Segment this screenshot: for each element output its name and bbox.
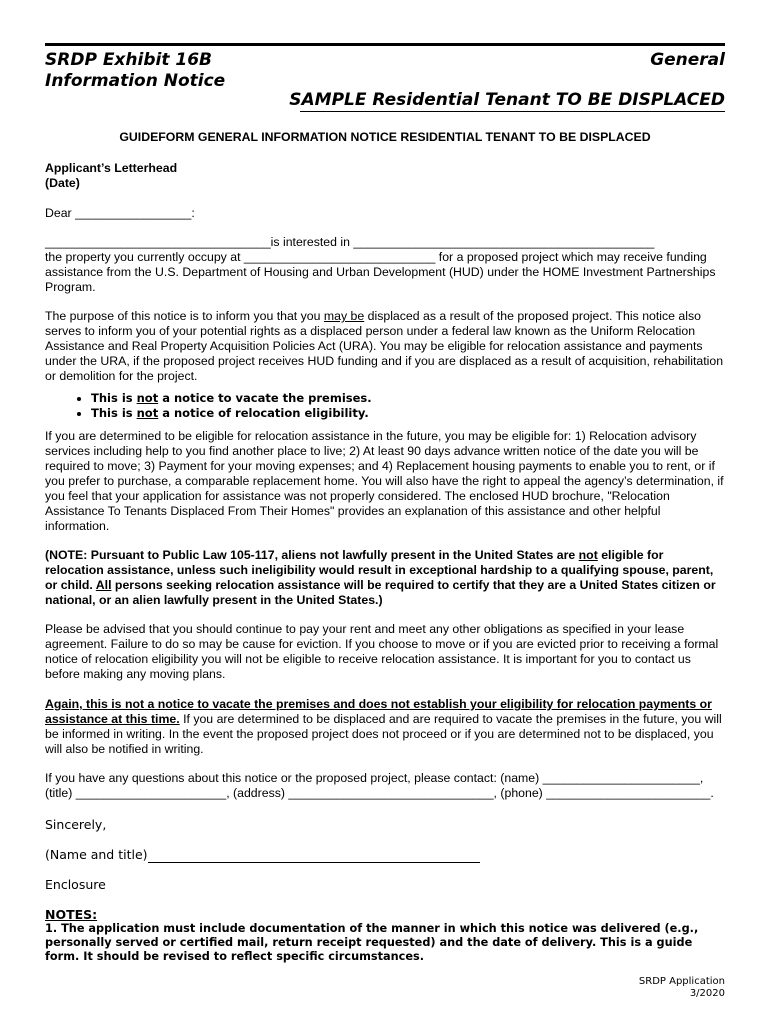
letterhead-block [45,161,725,191]
purpose-may-be: may be [323,309,365,323]
bullet-item: • This is not a notice to vacate the premises. [91,391,725,406]
intro-paragraph [45,235,725,295]
intro-line2: the property you currently occupy at ____________________________ for a proposed project which may receive funding assistance from the U.S. Department of Housing and Urban Development (HUD) under the HOME Investment Partnerships Program. [45,250,716,294]
purpose-text-2: displaced as a result of the proposed project. This notice also serves to inform you of your potential rights as a displaced person under a federal law known as the Uniform Relocation Assistance and Real Property Acquisition Policies Act (URA). You may be eligible for relocation assistance and payments under the URA, if the proposed project receives HUD funding and if you are displaced as a result of acquisition, rehabilitation or demolition for the project. [45,309,724,383]
exhibit-type: General [650,50,725,70]
exhibit-title-line2: Information Notice [45,71,226,91]
date: (Date) [45,176,80,190]
exhibit-title-line1: SRDP Exhibit 16B [45,50,212,70]
notes-heading: NOTES: [45,907,98,922]
document-title: GUIDEFORM GENERAL INFORMATION NOTICE RESIDENTIAL TENANT TO BE DISPLACED [119,130,651,144]
notes-section [45,907,725,964]
subtitle-rule [300,111,725,112]
enclosure: Enclosure [45,877,106,892]
note-paragraph: (NOTE: Pursuant to Public Law 105-117, aliens not lawfully present in the United States are not eligible for relocation assistance, unless such ineligibility would result in exceptional hardship to a qualifying spouse, parent, or child. All persons seeking relocation assistance will be required to certify that they are a United States citizen or national, or an alien lawfully present in the United States.) [45,548,716,607]
name-title-label: (Name and title) [45,847,148,862]
page-footer [639,976,725,1000]
sincerely: Sincerely, [45,817,107,832]
notes-body: 1. The application must include documentation of the manner in which this notice was delivered (e.g., personally served or certified mail, return receipt requested) and the date of delivery. This is a guide form. It should be revised to reflect specific circumstances. [45,922,699,963]
greeting: Dear _________________: [45,206,195,220]
exhibit-title [45,50,225,92]
letterhead: Applicant’s Letterhead [45,161,178,175]
again-rest: If you are determined to be displaced and are required to vacate the premises in the future, you will be informed in writing. In the event the proposed project does not proceed or if you are determined not to be displaced, you will also be notified in writing. [45,712,722,756]
purpose-paragraph [45,309,725,384]
intro-line1: _________________________________is interested in ____________________________________________ [45,235,655,249]
advised-paragraph: Please be advised that you should continue to pay your rent and meet any other obligations as specified in your lease agreement. Failure to do so may be cause for eviction. If you choose to move or if you are evicted prior to receiving a formal notice of relocation eligibility you will not be eligible to receive relocation assistance. It is important for you to contact us before making any moving plans. [45,622,719,681]
contact-paragraph: If you have any questions about this notice or the proposed project, please contact: (name) _______________________, (title) ______________________, (address) ______________________________, (phone) ________________________. [45,771,714,800]
bullet-item: • This is not a notice of relocation eligibility. [91,406,725,421]
notice-bullets [45,391,725,421]
signature-line [45,847,480,863]
exhibit-subtitle: SAMPLE Residential Tenant TO BE DISPLACED [289,90,725,110]
top-rule [45,43,725,46]
signature-blank [148,848,480,863]
again-bold: Again, this is not a notice to vacate the premises and does not establish your eligibility for relocation payments or assistance at this time. [45,697,712,726]
again-paragraph [45,697,725,757]
footer-line2: 3/2020 [689,988,725,999]
footer-line1: SRDP Application [638,976,725,987]
eligibility-paragraph: If you are determined to be eligible for relocation assistance in the future, you may be eligible for: 1) Relocation advisory services including help to you find another place to live; 2) At least 90 days advance written notice of the date you will be required to move; 3) Payment for your moving expenses; and 4) Replacement housing payments to enable you to rent, or if you prefer to purchase, a comparable replacement home. You will also have the right to appeal the agency’s determination, if you feel that your application for assistance was not properly considered. The enclosed HUD brochure, "Relocation Assistance To Tenants Displaced From Their Homes" provides an explanation of this assistance and other helpful information. [45,429,724,533]
purpose-text-1: The purpose of this notice is to inform you that you [45,309,324,323]
